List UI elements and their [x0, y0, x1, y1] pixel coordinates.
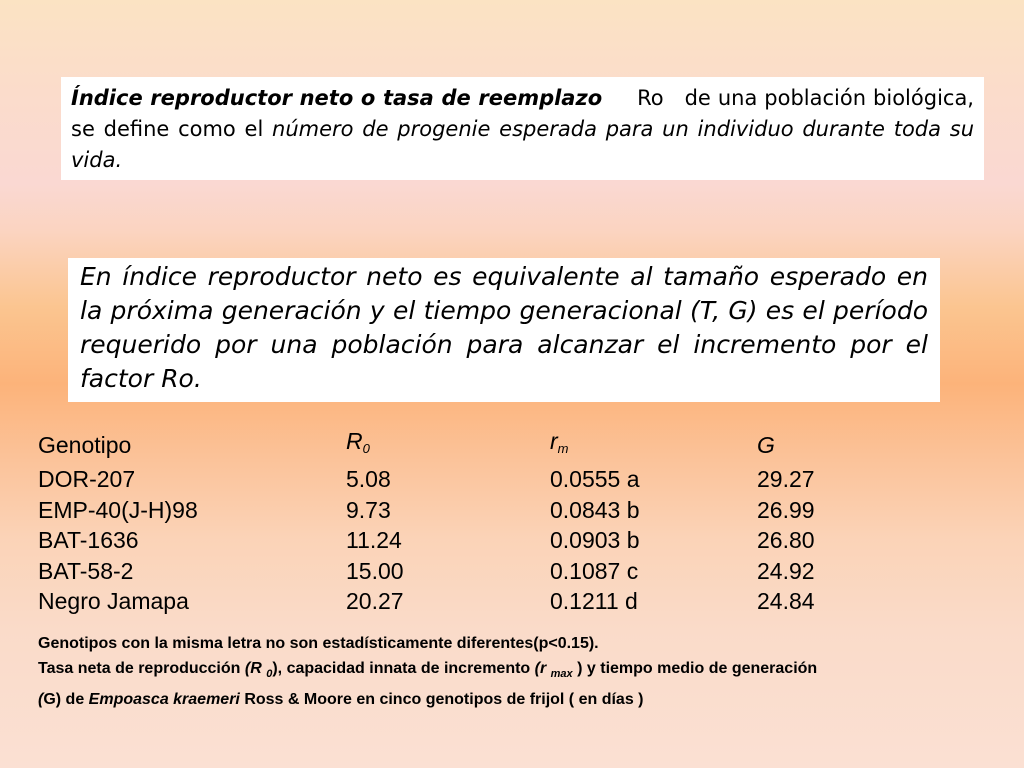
cell-genotipo: Negro Jamapa [38, 588, 189, 615]
note-species: Empoasca kraemeri [88, 691, 240, 708]
note-line-1: Genotipos con la misma letra no son estadísticamente diferentes(p<0.15). [38, 635, 599, 652]
table-row [38, 464, 857, 495]
header-r0 [346, 426, 550, 464]
definition-text: de una población biológica, se define como el [71, 86, 974, 141]
table-row [38, 495, 857, 526]
note-text: ), capacidad innata de incremento [272, 660, 531, 677]
cell-g: 26.99 [757, 496, 815, 523]
cell-g: 29.27 [757, 466, 815, 493]
note-r0-sub: 0 [266, 668, 273, 680]
data-table [38, 426, 857, 617]
header-r0-sub: 0 [362, 441, 370, 456]
cell-r0: 11.24 [346, 527, 402, 554]
definition-term: Índice reproductor neto o tasa de reemplazo [71, 86, 603, 110]
definition-symbol: Ro [637, 86, 664, 110]
cell-genotipo: EMP-40(J-H)98 [38, 496, 198, 523]
cell-genotipo: BAT-1636 [38, 527, 139, 554]
cell-g: 26.80 [757, 527, 815, 554]
note-line-2 [38, 656, 1018, 687]
cell-rm: 0.0843 b [550, 496, 640, 523]
cell-r0: 20.27 [346, 588, 404, 615]
note-rmax [534, 660, 573, 680]
generation-box [68, 258, 940, 402]
note-text: Tasa neta de reproducción [38, 660, 241, 677]
note-r0-label: (R [244, 660, 262, 677]
cell-g: 24.84 [757, 588, 815, 615]
note-rmax-label: (r [534, 660, 547, 677]
note-text: ) y tiempo medio de generación [577, 660, 818, 677]
table-header-row [38, 426, 857, 464]
header-genotipo: Genotipo [38, 432, 132, 458]
table-row [38, 586, 857, 617]
header-r0-label: R [346, 428, 363, 454]
definition-emphasis: número de progenie esperada para un individuo durante toda su vida. [71, 117, 974, 172]
note-text: G) de [43, 691, 85, 708]
note-r0 [244, 660, 273, 680]
note-line-3 [38, 687, 1018, 712]
cell-genotipo: DOR-207 [38, 466, 136, 493]
cell-r0: 9.73 [346, 496, 391, 523]
cell-rm: 0.1211 d [550, 588, 638, 615]
cell-r0: 5.08 [346, 466, 391, 493]
note-rmax-sub: max [550, 668, 573, 680]
cell-rm: 0.0555 a [550, 466, 640, 493]
cell-genotipo: BAT-58-2 [38, 557, 134, 584]
cell-g: 24.92 [757, 557, 815, 584]
generation-text: En índice reproductor neto es equivalente al tamaño esperado en la próxima generación y el tiempo generacional (T, G) es el período requerido por una población para alcanzar el incremento por el factor Ro. [80, 262, 928, 393]
table-row [38, 556, 857, 587]
header-rm-sub: m [557, 441, 569, 456]
header-rm-label: r [550, 428, 558, 454]
cell-rm: 0.0903 b [550, 527, 640, 554]
header-g: G [757, 432, 775, 458]
note-paren: ( [38, 691, 44, 708]
cell-r0: 15.00 [346, 557, 404, 584]
note-text: Ross & Moore en cinco genotipos de frijol ( en días ) [244, 691, 644, 708]
header-rm [550, 426, 757, 464]
table-notes [38, 631, 1018, 712]
table-row [38, 525, 857, 556]
cell-rm: 0.1087 c [550, 557, 639, 584]
definition-box [61, 77, 984, 180]
